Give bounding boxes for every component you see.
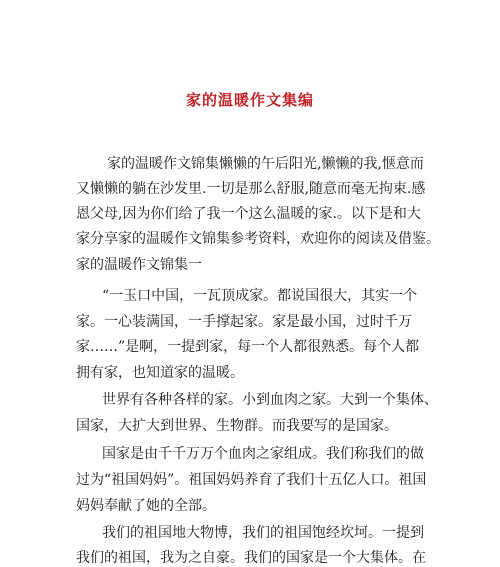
text-line: 我们的祖国地大物博，我们的祖国饱经坎坷。一提到 [102,525,424,541]
text-line: 家。一心装满国，一手撑起家。家是最小国，过时千万 [76,314,412,330]
text-line: 家的温暖作文锦集懒懒的午后阳光,懒懒的我,惬意而 [107,156,424,172]
text-line: 恩父母,因为你们给了我一个这么温暖的家.。以下是和大 [76,206,421,222]
text-line: 妈妈奉献了她的全部。 [76,498,216,514]
text-line: 又懒懒的躺在沙发里.一切是那么舒服,随意而毫无拘束.感 [76,181,426,197]
text-line: 拥有家，也知道家的温暖。 [76,365,244,381]
text-line: 过为“祖国妈妈”。祖国妈妈养育了我们十五亿人口。祖国 [76,472,427,488]
text-line: 家……”是啊，一提到家，每一个人都很熟悉。每个人都 [76,339,420,355]
section-heading: 家的温暖作文锦集一 [76,257,202,273]
text-line: 世界有各种各样的家。小到血肉之家。大到一个集体、 [102,392,438,408]
text-line: “一玉口中国，一瓦顶成家。都说国很大，其实一个 [102,288,418,304]
text-line: 我们的祖国，我为之自豪。我们的国家是一个大集体。在 [76,550,426,566]
text-line: 国家，大扩大到世界、生物群。而我要写的是国家。 [76,418,398,434]
text-line: 家分享家的温暖作文锦集参考资料，欢迎你的阅读及借鉴。 [76,231,440,247]
document-title: 家的温暖作文集编 [185,91,314,109]
text-line: 国家是由千千万万个血肉之家组成。我们称我们的做 [102,446,424,462]
